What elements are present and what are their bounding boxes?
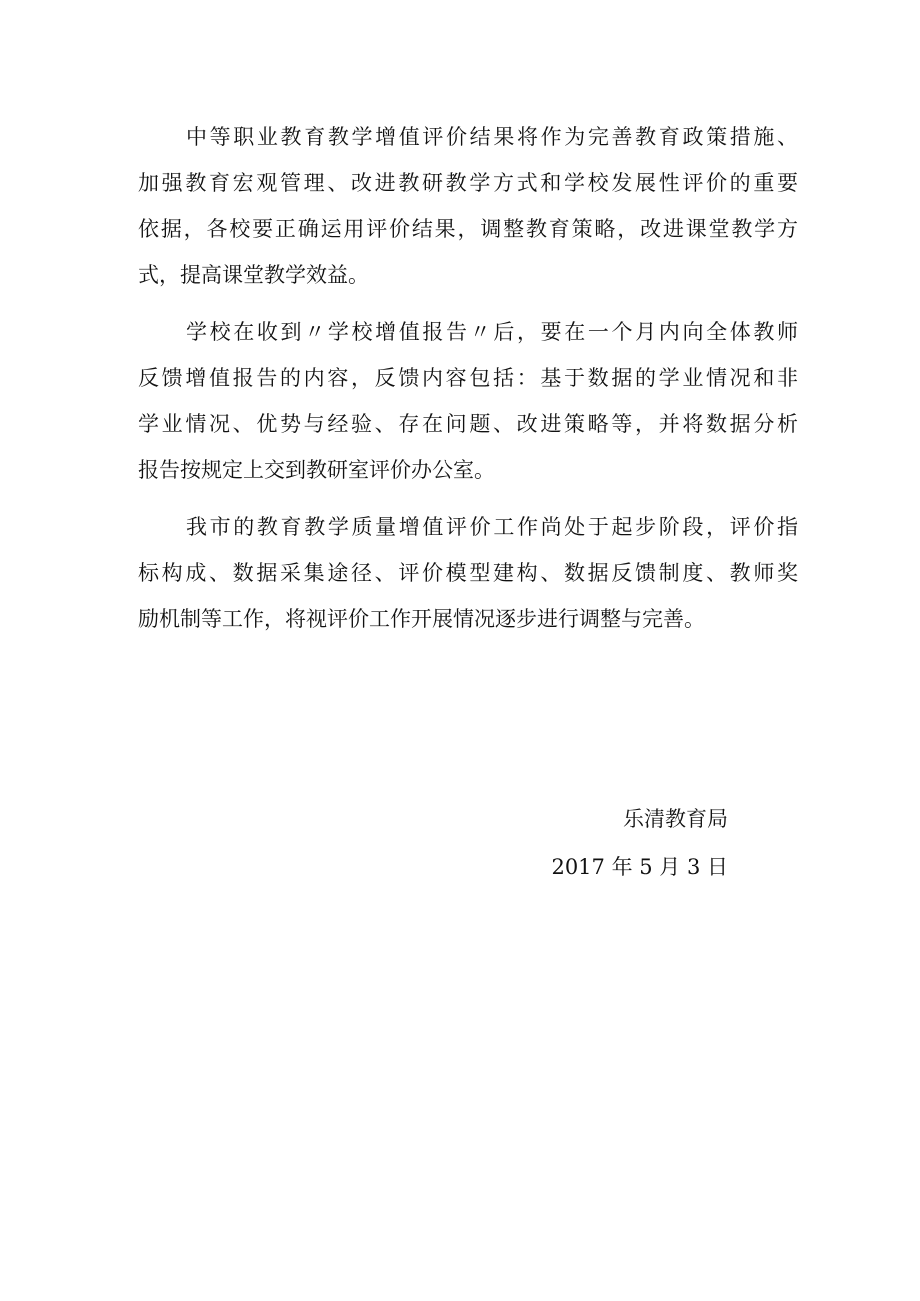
paragraph-line: 报告按规定上交到教研室评价办公室。 <box>138 458 495 482</box>
paragraph-spacer <box>138 493 798 504</box>
paragraph-line: 加强教育宏观管理、改进教研教学方式和学校发展性评价的重要 <box>138 171 798 195</box>
paragraph-work-status <box>138 504 798 642</box>
paragraph-line: 学业情况、优势与经验、存在问题、改进策略等，并将数据分析 <box>138 412 798 436</box>
issuing-organization: 乐清教育局 <box>623 807 728 831</box>
paragraph-line: 标构成、数据采集途径、评价模型建构、数据反馈制度、教师奖 <box>138 561 798 585</box>
paragraph-line: 反馈增值报告的内容，反馈内容包括：基于数据的学业情况和非 <box>138 366 798 390</box>
paragraph-line: 学校在收到〃学校增值报告〃后，要在一个月内向全体教师 <box>186 320 798 344</box>
paragraph-line: 中等职业教育教学增值评价结果将作为完善教育政策措施、 <box>186 125 798 149</box>
paragraph-line: 励机制等工作，将视评价工作开展情况逐步进行调整与完善。 <box>138 607 705 631</box>
paragraph-report-feedback <box>138 309 798 493</box>
paragraph-line: 式，提高课堂教学效益。 <box>138 263 369 287</box>
issue-date: 2017 年 5 月 3 日 <box>551 855 728 879</box>
paragraph-line: 我市的教育教学质量增值评价工作尚处于起步阶段，评价指 <box>186 515 798 539</box>
signature-block <box>551 795 728 891</box>
paragraph-line: 依据，各校要正确运用评价结果，调整教育策略，改进课堂教学方 <box>138 217 798 241</box>
document-body <box>138 114 798 642</box>
paragraph-spacer <box>138 298 798 309</box>
paragraph-evaluation-results <box>138 114 798 298</box>
